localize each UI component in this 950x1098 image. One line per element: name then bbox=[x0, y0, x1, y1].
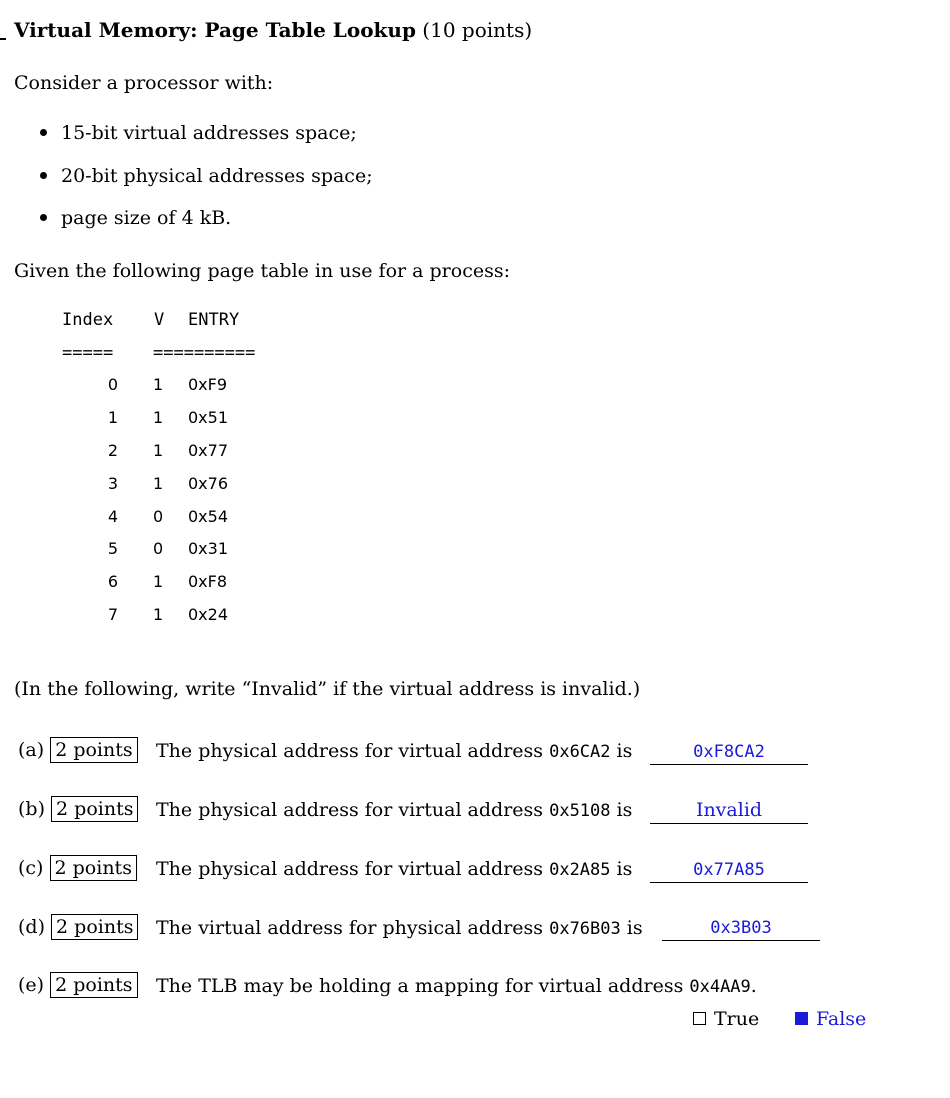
option-false[interactable] bbox=[795, 1008, 866, 1030]
checkbox-filled-icon[interactable] bbox=[795, 1012, 808, 1025]
row-valid: 0 bbox=[153, 507, 164, 526]
row-valid: 0 bbox=[153, 539, 164, 558]
virtual-address: 0x2A85 bbox=[549, 860, 611, 880]
option-false-label: False bbox=[816, 1008, 867, 1030]
bullet-text: 20-bit physical addresses space; bbox=[61, 165, 373, 187]
row-index: 0 bbox=[107, 375, 118, 394]
table-intro-text: Given the following page table in use for a process: bbox=[14, 260, 510, 282]
virtual-address: 0x4AA9 bbox=[689, 977, 751, 997]
bullet-item bbox=[40, 207, 231, 229]
bullet-item bbox=[40, 165, 373, 187]
row-index: 1 bbox=[107, 408, 118, 427]
checkbox-empty-icon[interactable] bbox=[693, 1012, 706, 1025]
row-valid: 1 bbox=[153, 605, 164, 624]
answer-a[interactable]: 0xF8CA2 bbox=[693, 742, 765, 762]
title-rule-mark bbox=[0, 38, 6, 40]
header-v: V bbox=[154, 310, 165, 330]
option-true-label: True bbox=[714, 1008, 760, 1030]
row-valid: 1 bbox=[153, 572, 164, 591]
row-valid: 1 bbox=[153, 375, 164, 394]
answer-line bbox=[650, 822, 808, 824]
question-label: (d) bbox=[18, 916, 45, 938]
row-index: 6 bbox=[107, 572, 118, 591]
bullet-dot-icon bbox=[40, 214, 47, 221]
answer-c[interactable]: 0x77A85 bbox=[693, 860, 765, 880]
row-entry: 0x54 bbox=[188, 507, 229, 526]
virtual-address: 0x6CA2 bbox=[549, 742, 611, 762]
row-index: 3 bbox=[107, 474, 118, 493]
row-entry: 0x76 bbox=[188, 474, 229, 493]
row-index: 2 bbox=[107, 441, 118, 460]
question-e bbox=[18, 973, 138, 997]
answer-b[interactable]: Invalid bbox=[695, 799, 763, 821]
option-true[interactable] bbox=[693, 1008, 759, 1030]
header-index: Index bbox=[62, 310, 114, 330]
points-box: 2 points bbox=[51, 914, 138, 940]
bullet-dot-icon bbox=[40, 129, 47, 136]
row-index: 4 bbox=[107, 507, 118, 526]
row-valid: 1 bbox=[153, 474, 164, 493]
physical-address: 0x76B03 bbox=[549, 919, 621, 939]
question-a bbox=[18, 738, 138, 762]
question-text: The physical address for virtual address 0x2A85 is bbox=[156, 858, 633, 880]
question-label: (a) bbox=[18, 739, 45, 761]
row-entry: 0x77 bbox=[188, 441, 229, 460]
points-box: 2 points bbox=[50, 855, 137, 881]
bullet-item bbox=[40, 122, 357, 144]
points-box: 2 points bbox=[50, 737, 137, 763]
row-valid: 1 bbox=[153, 408, 164, 427]
problem-title-points: (10 points) bbox=[422, 18, 533, 42]
header-entry: ENTRY bbox=[188, 310, 240, 330]
question-b bbox=[18, 797, 138, 821]
question-text: The physical address for virtual address 0x5108 is bbox=[156, 799, 633, 821]
row-entry: 0x24 bbox=[188, 605, 229, 624]
row-entry: 0x31 bbox=[188, 539, 229, 558]
question-label: (b) bbox=[18, 798, 45, 820]
question-text: The physical address for virtual address 0x6CA2 is bbox=[156, 740, 633, 762]
points-box: 2 points bbox=[51, 796, 138, 822]
row-index: 7 bbox=[107, 605, 118, 624]
answer-line bbox=[650, 881, 808, 883]
answer-line bbox=[662, 939, 820, 941]
separator-entry: ========== bbox=[153, 343, 256, 363]
row-index: 5 bbox=[107, 539, 118, 558]
points-box: 2 points bbox=[50, 972, 137, 998]
row-entry: 0x51 bbox=[188, 408, 229, 427]
question-label: (e) bbox=[18, 974, 45, 996]
row-valid: 1 bbox=[153, 441, 164, 460]
answer-line bbox=[650, 763, 808, 765]
intro-text: Consider a processor with: bbox=[14, 72, 274, 94]
bullet-text: 15-bit virtual addresses space; bbox=[61, 122, 357, 144]
question-label: (c) bbox=[18, 857, 44, 879]
question-d bbox=[18, 915, 138, 939]
invalid-note: (In the following, write “Invalid” if the virtual address is invalid.) bbox=[14, 678, 641, 700]
virtual-address: 0x5108 bbox=[549, 801, 611, 821]
answer-d[interactable]: 0x3B03 bbox=[710, 918, 772, 938]
separator-index: ===== bbox=[62, 343, 114, 363]
row-entry: 0xF9 bbox=[188, 375, 228, 394]
question-c bbox=[18, 856, 137, 880]
problem-title bbox=[14, 18, 532, 42]
row-entry: 0xF8 bbox=[188, 572, 228, 591]
bullet-dot-icon bbox=[40, 172, 47, 179]
question-text: The TLB may be holding a mapping for virtual address 0x4AA9. bbox=[156, 975, 757, 997]
bullet-text: page size of 4 kB. bbox=[61, 207, 232, 229]
problem-title-bold: Virtual Memory: Page Table Lookup bbox=[14, 18, 416, 42]
question-text: The virtual address for physical address 0x76B03 is bbox=[156, 917, 643, 939]
